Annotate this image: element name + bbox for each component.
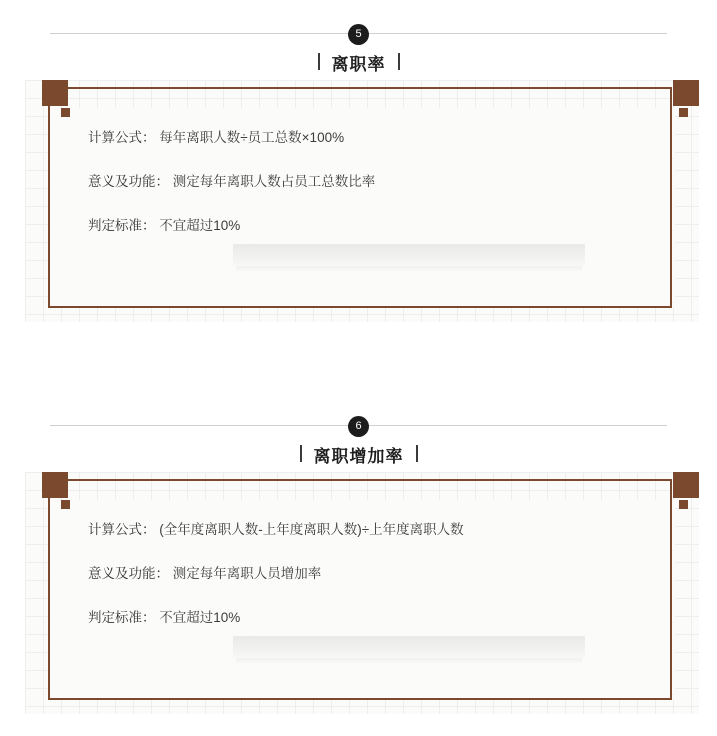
- section-gap: [0, 372, 717, 392]
- row-value: 不宜超过10%: [159, 610, 241, 625]
- row-label: 意义及功能：: [88, 566, 169, 581]
- row-value: (全年度离职人数-上年度离职人数)÷上年度离职人数: [159, 522, 464, 537]
- metric-rows: [88, 520, 648, 652]
- section-title: 离职增加率: [300, 442, 418, 467]
- metric-row: [88, 216, 648, 236]
- metric-row: [88, 172, 648, 192]
- metric-row: [88, 128, 648, 148]
- metric-section-6: [0, 392, 717, 736]
- row-value: 测定每年离职人数占员工总数比率: [172, 174, 376, 189]
- section-header: [0, 0, 717, 44]
- section-title-wrap: [0, 50, 717, 80]
- accent-square-right: [679, 500, 688, 509]
- row-label: 意义及功能：: [88, 174, 169, 189]
- corner-square-top-right: [673, 472, 699, 498]
- row-value: 测定每年离职人员增加率: [172, 566, 322, 581]
- section-number-badge: 6: [348, 416, 369, 437]
- section-header: [0, 392, 717, 436]
- metric-row: [88, 608, 648, 628]
- accent-square-left: [61, 108, 70, 117]
- accent-square-right: [679, 108, 688, 117]
- corner-square-top-left: [42, 80, 68, 106]
- metric-card: [18, 80, 699, 322]
- metric-card: [18, 472, 699, 714]
- accent-square-left: [61, 500, 70, 509]
- section-number-badge: 5: [348, 24, 369, 45]
- row-value: 每年离职人数÷员工总数×100%: [159, 130, 345, 145]
- metric-row: [88, 564, 648, 584]
- corner-square-top-right: [673, 80, 699, 106]
- corner-square-top-left: [42, 472, 68, 498]
- row-label: 判定标准：: [88, 218, 156, 233]
- section-title-wrap: [0, 442, 717, 472]
- section-title: 离职率: [318, 50, 400, 75]
- row-value: 不宜超过10%: [159, 218, 241, 233]
- metric-rows: [88, 128, 648, 260]
- row-label: 判定标准：: [88, 610, 156, 625]
- row-label: 计算公式：: [88, 130, 156, 145]
- metric-row: [88, 520, 648, 540]
- row-label: 计算公式：: [88, 522, 156, 537]
